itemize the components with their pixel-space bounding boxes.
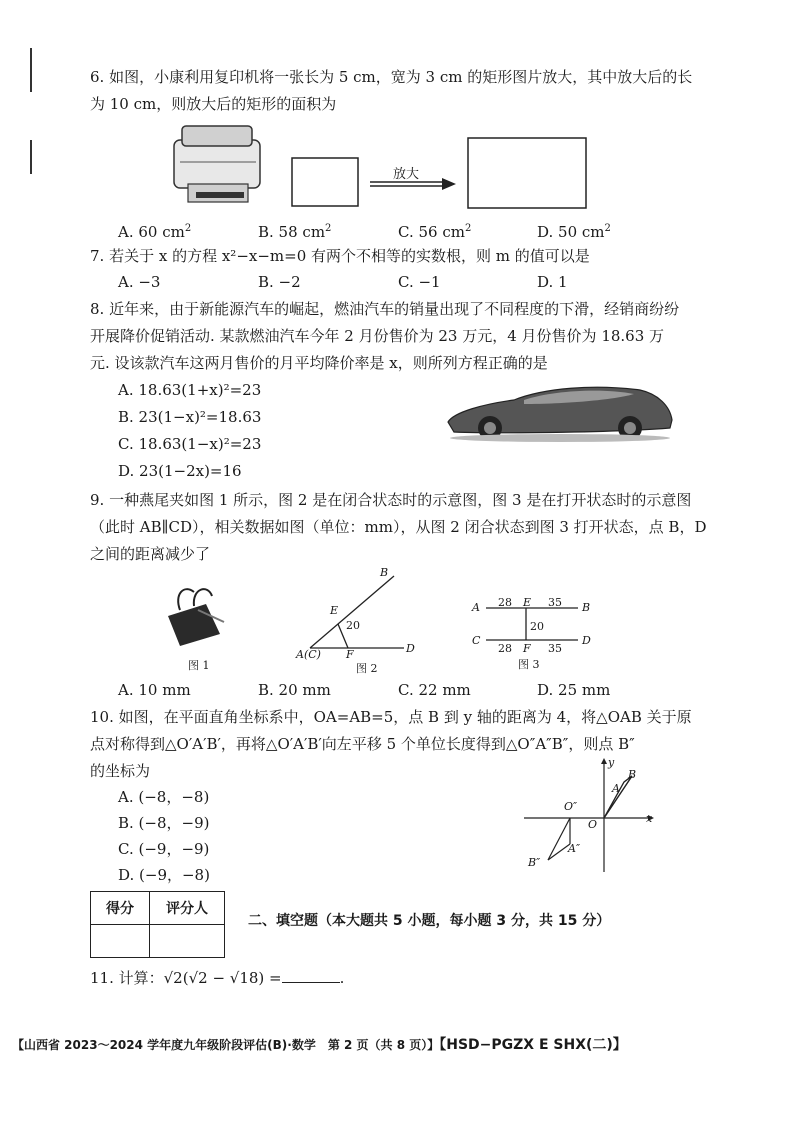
grader-cell[interactable] <box>150 925 225 958</box>
q10-line2: 点对称得到△O′A′B′，再将△O′A′B′向左平移 5 个单位长度得到△O″A″B″，则点 B″ <box>90 735 635 753</box>
q9-option-b: B. 20 mm <box>258 681 331 699</box>
q6-figure <box>160 118 600 216</box>
q11-suffix: . <box>339 969 345 987</box>
fig3-label-bot-right: 35 <box>548 642 562 655</box>
q10-line3: 的坐标为 <box>90 762 151 780</box>
score-header: 得分 <box>91 892 150 925</box>
q10-label-o: O <box>588 818 598 831</box>
q10-label-x: x <box>646 812 653 825</box>
fig3-label-e: E <box>523 596 532 609</box>
q10-option-b: B. (−8，−9) <box>118 814 210 832</box>
fig1-caption: 图 1 <box>188 659 210 672</box>
q10-label-b2: B″ <box>528 856 541 869</box>
q6-option-a: A. 60 $cm^2$ <box>118 223 192 241</box>
q7-option-a: A. −3 <box>118 273 161 291</box>
q11 <box>90 967 344 989</box>
q8-option-a: A. 18.63(1+x)²=23 <box>118 381 262 399</box>
fig3-caption: 图 3 <box>518 658 540 671</box>
fig3-label-b: B <box>582 601 591 614</box>
enlarge-label: 放大 <box>393 167 420 182</box>
fig2-label-d: D <box>406 642 415 655</box>
q10-option-d: D. (−9，−8) <box>118 866 210 884</box>
q6-option-b: B. 58 $cm^2$ <box>258 223 332 241</box>
q11-expression: √2(√2 − √18) = <box>163 969 282 987</box>
q8-option-b: B. 23(1−x)²=18.63 <box>118 408 262 426</box>
q10-line1: 10. 如图，在平面直角坐标系中，OA=AB=5，点 B 到 y 轴的距离为 4，将△OAB 关于原 <box>90 708 692 726</box>
page-footer <box>12 1034 627 1054</box>
fig2-caption: 图 2 <box>356 662 378 675</box>
grader-header: 评分人 <box>150 892 225 925</box>
q10-label-y: y <box>608 756 615 769</box>
fig2-label-seg: 20 <box>346 619 360 632</box>
q6-line1: 6. 如图，小康利用复印机将一张长为 5 cm，宽为 3 cm 的矩形图片放大，其中放大后的长 <box>90 68 693 86</box>
fig3-label-top-left: 28 <box>498 596 512 609</box>
q9-option-a: A. 10 mm <box>118 681 191 699</box>
q8-line1: 8. 近年来，由于新能源汽车的崛起，燃油汽车的销量出现了不同程度的下滑，经销商纷纷 <box>90 300 680 318</box>
small-rectangle <box>292 158 358 206</box>
footer-text: 【山西省 2023～2024 学年度九年级阶段评估(B)·数学 第 2 页（共 8 页）】 <box>12 1038 440 1052</box>
q6-line2: 为 10 cm，则放大后的矩形的面积为 <box>90 95 337 113</box>
fig3-label-bot-left: 28 <box>498 642 512 655</box>
score-cell[interactable] <box>91 925 150 958</box>
q10-label-a2: A″ <box>568 842 581 855</box>
printer-illustration <box>174 126 260 202</box>
fig2-label-b: B <box>380 566 389 579</box>
q9-line3: 之间的距离减少了 <box>90 545 211 563</box>
footer-code: 【HSD−PGZX E SHX(二)】 <box>439 1037 627 1053</box>
q10-option-c: C. (−9，−9) <box>118 840 210 858</box>
score-table <box>90 891 225 958</box>
q6-option-d: D. 50 $cm^2$ <box>537 223 611 241</box>
section2-heading: 二、填空题（本大题共 5 小题，每小题 3 分，共 15 分） <box>248 913 611 929</box>
q6-option-c: C. 56 $cm^2$ <box>398 223 472 241</box>
q9-line2: （此时 AB∥CD），相关数据如图（单位：mm），从图 2 闭合状态到图 3 打开状态，点 B，D <box>90 518 707 536</box>
q11-prefix: 11. 计算： <box>90 969 164 987</box>
q8-option-d: D. 23(1−2x)=16 <box>118 462 242 480</box>
q10-coordinate-figure <box>520 756 660 876</box>
margin-mark <box>30 140 32 174</box>
q8-option-c: C. 18.63(1−x)²=23 <box>118 435 262 453</box>
q9-option-d: D. 25 mm <box>537 681 611 699</box>
fig3-label-top-right: 35 <box>548 596 562 609</box>
fig3-label-c: C <box>472 634 481 647</box>
binder-clip-figure <box>150 580 240 654</box>
fig2-label-f: F <box>346 648 354 661</box>
q7-option-c: C. −1 <box>398 273 441 291</box>
q8-line3: 元. 设该款汽车这两月售价的月平均降价率是 x，则所列方程正确的是 <box>90 354 548 372</box>
fig3-label-f: F <box>523 642 531 655</box>
q10-label-a: A <box>612 782 620 795</box>
q10-label-b: B <box>628 768 637 781</box>
large-rectangle <box>468 138 586 208</box>
margin-mark <box>30 48 32 92</box>
fig2-label-ac: A(C) <box>296 648 321 661</box>
q7-option-d: D. 1 <box>537 273 568 291</box>
q9-option-c: C. 22 mm <box>398 681 471 699</box>
fig3-label-a: A <box>472 601 480 614</box>
q8-line2: 开展降价促销活动. 某款燃油汽车今年 2 月份售价为 23 万元，4 月份售价为 18.63 万 <box>90 327 665 345</box>
q10-option-a: A. (−8，−8) <box>118 788 210 806</box>
q9-line1: 9. 一种燕尾夹如图 1 所示，图 2 是在闭合状态时的示意图，图 3 是在打开状态时的示意图 <box>90 491 692 509</box>
q7-line1: 7. 若关于 x 的方程 x²−x−m=0 有两个不相等的实数根，则 m 的值可以是 <box>90 247 590 265</box>
car-illustration <box>444 382 676 444</box>
fig3-label-d: D <box>582 634 591 647</box>
q11-answer-blank[interactable] <box>282 968 340 983</box>
q7-option-b: B. −2 <box>258 273 301 291</box>
q10-label-o2: O″ <box>564 800 578 813</box>
fig3-label-mid: 20 <box>530 620 544 633</box>
fig2-label-e: E <box>330 604 339 617</box>
